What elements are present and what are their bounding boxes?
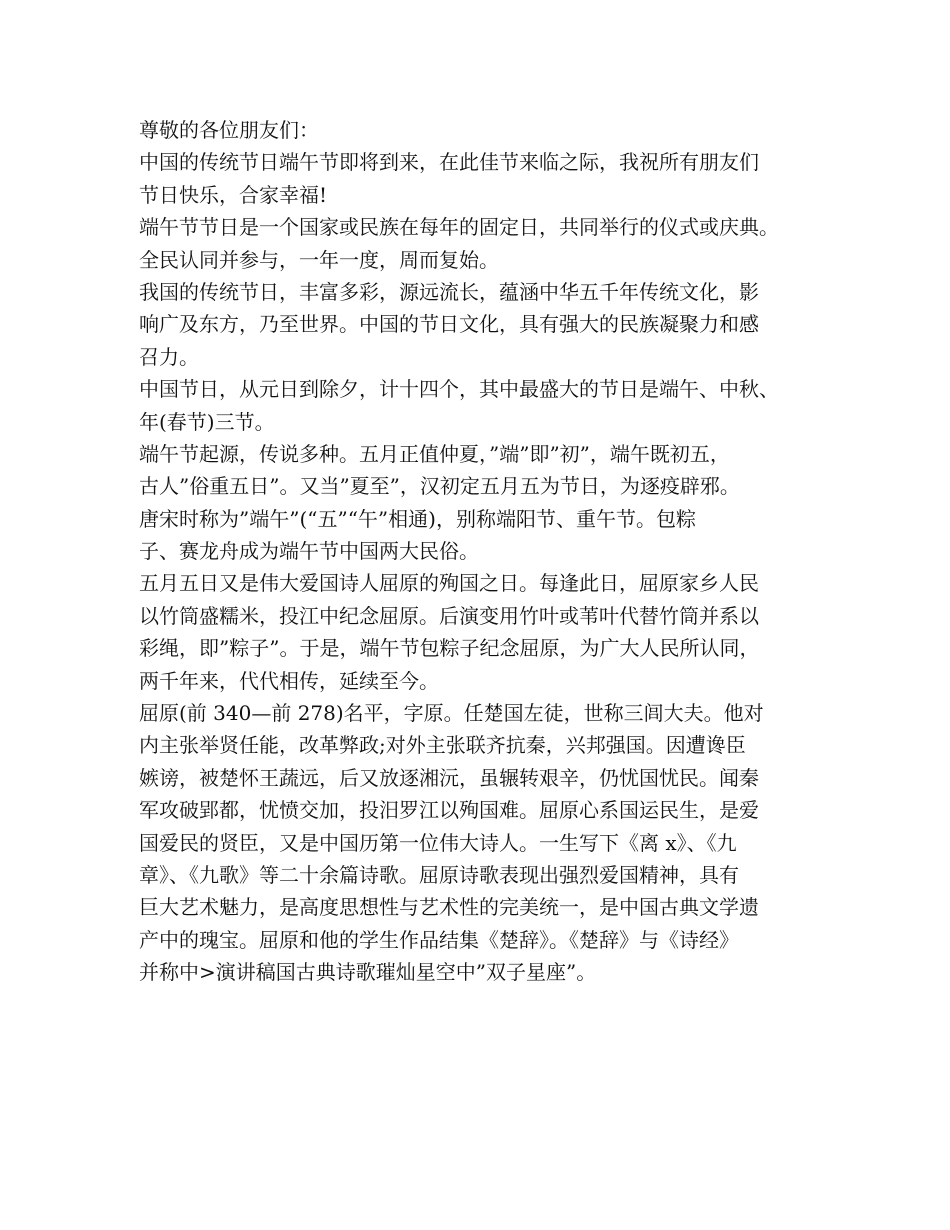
text-line: 我国的传统节日，丰富多彩，源远流长，蕴涵中华五千年传统文化，影 [139,279,759,304]
text-line: 内主张举贤任能，改革弊政;对外主张联齐抗秦，兴邦强国。因遭谗臣 [139,733,746,758]
text-line: 军攻破郢都，忧愤交加，投汨罗江以殉国难。屈原心系国运民生，是爱 [139,798,759,823]
text-line: 并称中>演讲稿国古典诗歌璀灿星空中”双子星座”。 [139,960,597,985]
text-line: 古人”俗重五日”。又当”夏至”，汉初定五月五为节日，为逐疫辟邪。 [139,474,740,499]
text-line: 端午节节日是一个国家或民族在每年的固定日，共同举行的仪式或庆典。 [139,215,779,240]
text-line: 唐宋时称为”端午”(“五”“午”相通)，别称端阳节、重午节。包粽 [139,506,696,531]
text-line: 中国的传统节日端午节即将到来，在此佳节来临之际，我祝所有朋友们 [139,150,759,175]
text-line: 彩绳，即”粽子”。于是，端午节包粽子纪念屈原，为广大人民所认同， [139,636,760,661]
text-line: 章》、《九歌》等二十余篇诗歌。屈原诗歌表现出强烈爱国精神，具有 [139,862,739,887]
text-line: 中国节日，从元日到除夕，计十四个，其中最盛大的节日是端午、中秋、 [139,377,779,402]
text-line: 响广及东方，乃至世界。中国的节日文化，具有强大的民族凝聚力和感 [139,312,759,337]
text-line: 端午节起源，传说多种。五月正值仲夏，”端”即”初”，端午既初五， [139,441,730,466]
text-line: 巨大艺术魅力，是高度思想性与艺术性的完美统一，是中国古典文学遗 [139,895,759,920]
document-body [139,114,829,989]
text-line: 全民认同并参与，一年一度，周而复始。 [139,247,499,272]
text-line: 年(春节)三节。 [139,409,275,434]
text-line: 屈原(前 340—前 278)名平，字原。任楚国左徒，世称三闾大夫。他对 [139,701,764,726]
text-line: 以竹筒盛糯米，投江中纪念屈原。后演变用竹叶或苇叶代替竹筒并系以 [139,603,759,628]
text-line: 产中的瑰宝。屈原和他的学生作品结集《楚辞》。《楚辞》与《诗经》 [139,927,739,952]
text-line: 节日快乐，合家幸福! [139,182,328,207]
text-line: 五月五日又是伟大爱国诗人屈原的殉国之日。每逢此日，屈原家乡人民 [139,571,759,596]
text-line: 尊敬的各位朋友们： [139,118,319,142]
text-line: 召力。 [139,344,199,369]
text-line: 国爱民的贤臣，又是中国历第一位伟大诗人。一生写下《离 x》、《九 [139,830,737,855]
text-line: 子、赛龙舟成为端午节中国两大民俗。 [139,539,479,564]
text-line: 两千年来，代代相传，延续至今。 [139,668,439,693]
text-line: 嫉谤，被楚怀王蔬远，后又放逐湘沅，虽辗转艰辛，仍忧国忧民。闻秦 [139,765,759,790]
